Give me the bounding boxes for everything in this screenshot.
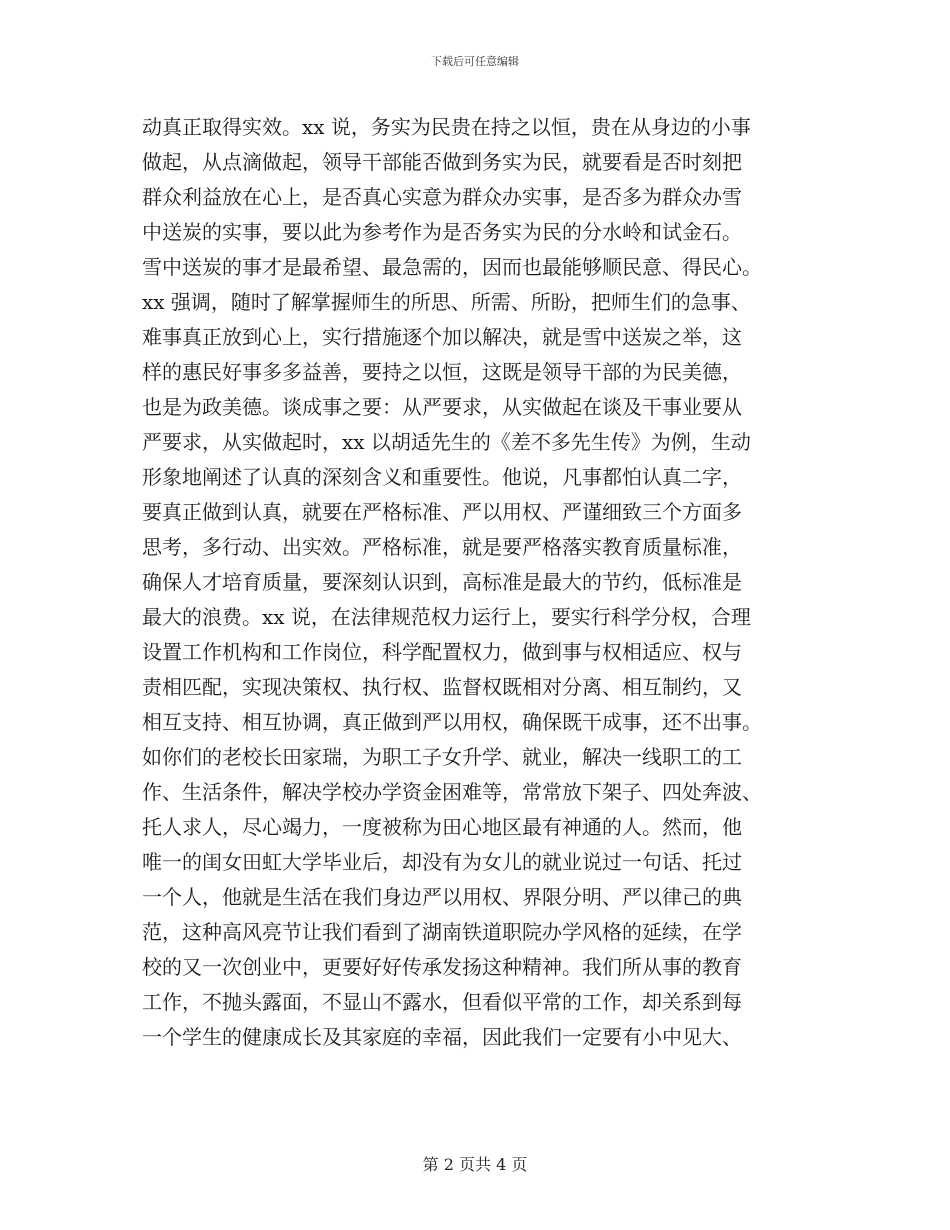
body-line: 范，这种高风亮节让我们看到了湖南铁道职院办学风格的延续，在学 (142, 920, 742, 944)
body-line: 一个人，他就是生活在我们身边严以用权、界限分明、严以律己的典 (142, 885, 742, 909)
body-line: 样的惠民好事多多益善，要持之以恒，这既是领导干部的为民美德， (142, 360, 742, 384)
body-line: 托人求人，尽心竭力，一度被称为田心地区最有神通的人。然而，他 (142, 815, 742, 839)
body-line: 作、生活条件，解决学校办学资金困难等，常常放下架子、四处奔波、 (142, 780, 762, 804)
body-line: 难事真正放到心上，实行措施逐个加以解决，就是雪中送炭之举，这 (142, 325, 742, 349)
body-line: 校的又一次创业中，更要好好传承发扬这种精神。我们所从事的教育 (142, 955, 742, 979)
body-line: 动真正取得实效。xx 说，务实为民贵在持之以恒，贵在从身边的小事 (142, 115, 751, 139)
body-line: 确保人才培育质量，要深刻认识到，高标准是最大的节约，低标准是 (142, 570, 742, 594)
body-line: 责相匹配，实现决策权、执行权、监督权既相对分离、相互制约，又 (142, 675, 742, 699)
page-header: 下载后可任意编辑 (431, 55, 519, 68)
document-body (142, 110, 822, 1055)
body-line: 相互支持、相互协调，真正做到严以用权，确保既干成事，还不出事。 (142, 710, 762, 734)
body-line: 如你们的老校长田家瑞，为职工子女升学、就业，解决一线职工的工 (142, 745, 742, 769)
body-line: 一个学生的健康成长及其家庭的幸福，因此我们一定要有小中见大、 (142, 1025, 742, 1049)
body-line: 严要求，从实做起时，xx 以胡适先生的《差不多先生传》为例，生动 (142, 430, 751, 454)
body-line: 群众利益放在心上，是否真心实意为群众办实事，是否多为群众办雪 (142, 185, 742, 209)
body-line: 唯一的闺女田虹大学毕业后，却没有为女儿的就业说过一句话、托过 (142, 850, 742, 874)
body-line: xx 强调，随时了解掌握师生的所思、所需、所盼，把师生们的急事、 (142, 290, 751, 314)
body-line: 中送炭的实事，要以此为参考作为是否务实为民的分水岭和试金石。 (142, 220, 742, 244)
body-line: 思考，多行动、出实效。严格标准，就是要严格落实教育质量标准， (142, 535, 742, 559)
body-line: 也是为政美德。谈成事之要：从严要求，从实做起在谈及干事业要从 (142, 395, 742, 419)
body-line: 设置工作机构和工作岗位，科学配置权力，做到事与权相适应、权与 (142, 640, 742, 664)
body-line: 做起，从点滴做起，领导干部能否做到务实为民，就要看是否时刻把 (142, 150, 742, 174)
body-line: 要真正做到认真，就要在严格标准、严以用权、严谨细致三个方面多 (142, 500, 742, 524)
body-line: 形象地阐述了认真的深刻含义和重要性。他说，凡事都怕认真二字， (142, 465, 742, 489)
body-line: 雪中送炭的事才是最希望、最急需的，因而也最能够顺民意、得民心。 (142, 255, 762, 279)
body-line: 最大的浪费。xx 说，在法律规范权力运行上，要实行科学分权，合理 (142, 605, 751, 629)
body-line: 工作，不抛头露面，不显山不露水，但看似平常的工作，却关系到每 (142, 990, 742, 1014)
page-number-footer: 第 2 页共 4 页 (422, 1155, 528, 1174)
